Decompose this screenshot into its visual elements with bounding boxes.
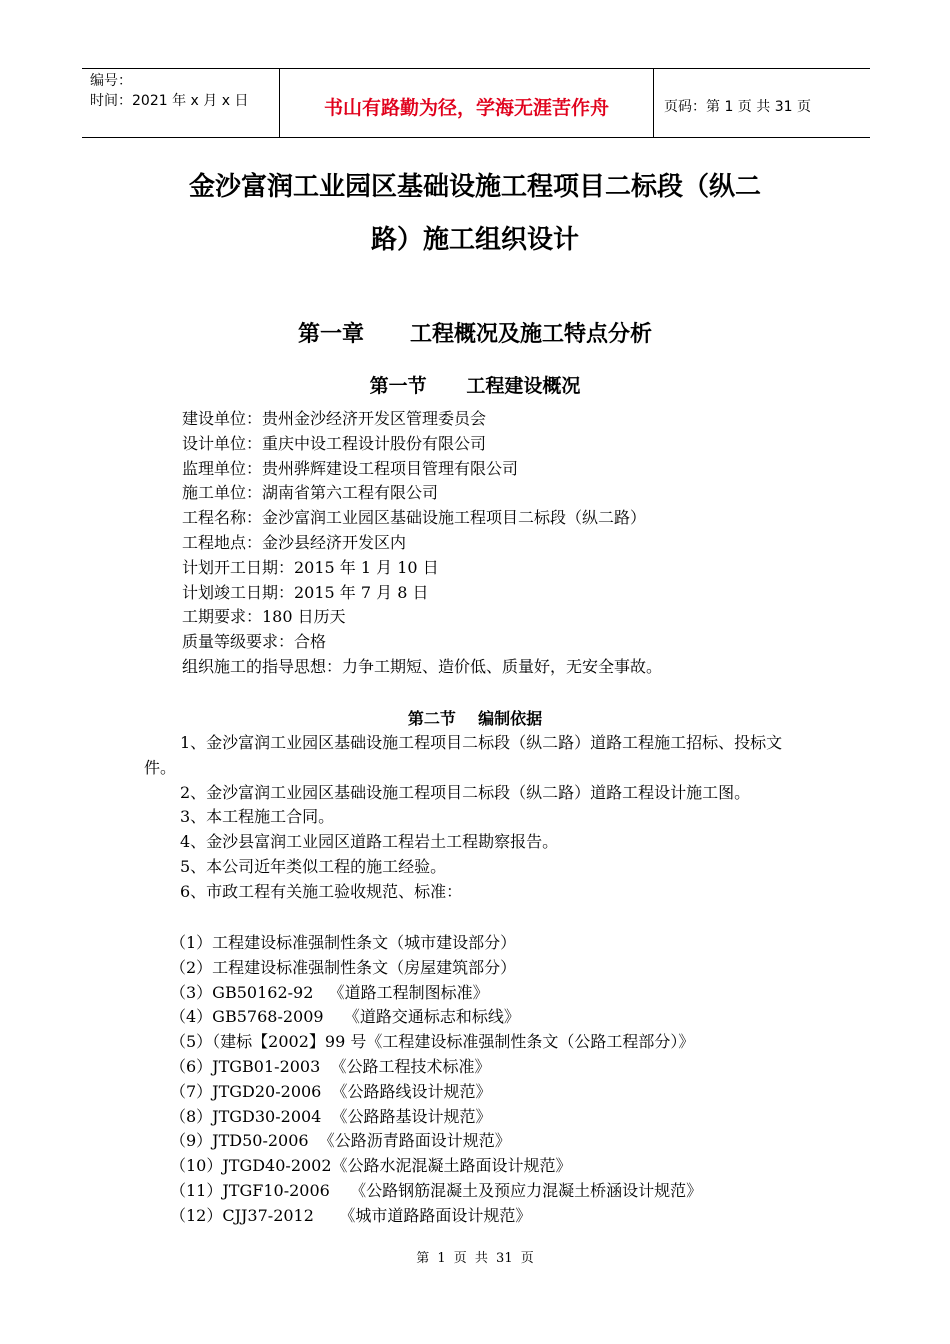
basis-item: 1、金沙富润工业园区基础设施工程项目二标段（纵二路）道路工程施工招标、投标文件。 <box>144 733 783 777</box>
standard-item: （1）工程建设标准强制性条文（城市建设部分） <box>170 933 517 952</box>
section-heading-1: 第一节 工程建设概况 <box>369 375 581 397</box>
standard-item: （9）JTD50-2006 《公路沥青路面设计规范》 <box>170 1131 511 1151</box>
chapter-heading: 第一章 工程概况及施工特点分析 <box>298 322 652 347</box>
standard-item: （4）GB5768-2009 《道路交通标志和标线》 <box>170 1007 520 1027</box>
standard-item: （7）JTGD20-2006 《公路路线设计规范》 <box>170 1081 492 1101</box>
header-code: 编号： <box>90 73 132 89</box>
basis-list <box>144 731 814 905</box>
standards-list <box>170 931 702 1229</box>
standard-item: （11）JTGF10-2006 《公路钢筋混凝土及预应力混凝土桥涵设计规范》 <box>170 1180 703 1200</box>
section-heading-2: 第二节 编制依据 <box>407 709 543 728</box>
info-line: 施工单位：湖南省第六工程有限公司 <box>182 483 439 503</box>
standard-item: （10）JTGD40-2002《公路水泥混凝土路面设计规范》 <box>170 1156 572 1176</box>
standard-item: （8）JTGD30-2004 《公路路基设计规范》 <box>170 1106 492 1126</box>
info-line: 计划竣工日期：2015 年 7 月 8 日 <box>182 582 429 602</box>
info-line: 工期要求：180 日历天 <box>182 607 346 627</box>
standard-item: （12）CJJ37-2012 《城市道路路面设计规范》 <box>170 1205 532 1225</box>
standard-item: （6）JTGB01-2003 《公路工程技术标准》 <box>170 1056 491 1076</box>
basis-item: 4、金沙县富润工业园区道路工程岩土工程勘察报告。 <box>180 832 559 852</box>
info-line: 设计单位：重庆中设工程设计股份有限公司 <box>182 433 487 453</box>
standard-item: （2）工程建设标准强制性条文（房屋建筑部分） <box>170 957 517 977</box>
doc-title-line2: 路）施工组织设计 <box>370 225 579 255</box>
basis-item: 6、市政工程有关施工验收规范、标准： <box>180 881 463 901</box>
basis-item: 5、本公司近年类似工程的施工经验。 <box>180 856 447 876</box>
basis-item: 2、金沙富润工业园区基础设施工程项目二标段（纵二路）道路工程设计施工图。 <box>180 782 751 802</box>
basis-item: 3、本工程施工合同。 <box>180 807 335 827</box>
info-line: 工程名称：金沙富润工业园区基础设施工程项目二标段（纵二路） <box>182 508 647 528</box>
header-page-info: 页码：第 1 页 共 31 页 <box>664 99 811 115</box>
standard-item: （3）GB50162-92 《道路工程制图标准》 <box>170 982 489 1002</box>
info-line: 计划开工日期：2015 年 1 月 10 日 <box>182 557 439 577</box>
doc-title-line1: 金沙富润工业园区基础设施工程项目二标段（纵二 <box>188 172 761 202</box>
info-line: 工程地点：金沙县经济开发区内 <box>182 532 407 552</box>
header-meta <box>82 69 280 137</box>
standard-item: （5）（建标【2002】99 号《工程建设标准强制性条文（公路工程部分）》 <box>170 1032 695 1052</box>
info-line: 建设单位：贵州金沙经济开发区管理委员会 <box>182 409 487 428</box>
info-line: 监理单位：贵州骅辉建设工程项目管理有限公司 <box>182 458 519 478</box>
page-header <box>82 68 870 138</box>
header-motto: 书山有路勤为径，学海无涯苦作舟 <box>280 69 654 137</box>
project-info-list <box>182 407 662 680</box>
header-time: 时间：2021 年 x 月 x 日 <box>90 93 249 109</box>
info-line: 质量等级要求：合格 <box>182 632 327 652</box>
info-line: 组织施工的指导思想：力争工期短、造价低、质量好，无安全事故。 <box>182 656 663 676</box>
page-footer: 第 1 页 共 31 页 <box>416 1251 534 1266</box>
